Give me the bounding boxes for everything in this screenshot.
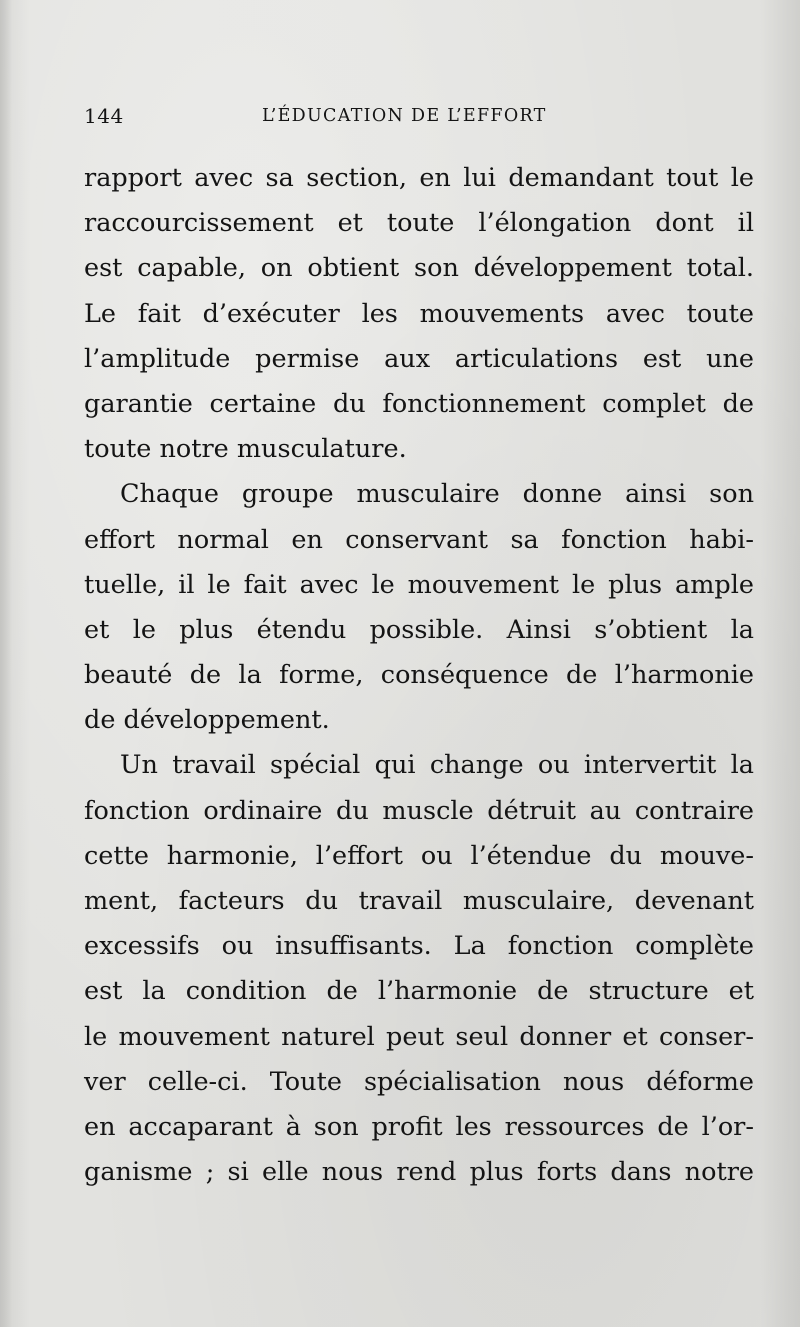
page-number: 144 [84, 104, 124, 128]
text-line: rapport avec sa section, en lui demandant tout le [84, 163, 754, 193]
text-line: cette harmonie, l’effort ou l’étendue du mouve- [84, 840, 754, 871]
text-line: beauté de la forme, conséquence de l’harmonie [84, 660, 754, 691]
body-text [84, 156, 754, 1195]
text-line: raccourcissement et toute l’élongation dont il [84, 208, 754, 239]
text-line: garantie certaine du fonctionnement complet de [84, 388, 754, 419]
page-gutter-shadow [0, 0, 12, 1327]
text-line: Le fait d’exécuter les mouvements avec toute [84, 298, 754, 329]
text-line: ment, facteurs du travail musculaire, devenant [84, 886, 754, 916]
paragraph-1 [84, 156, 754, 472]
running-header [84, 104, 754, 134]
text-line: est la condition de l’harmonie de structure et [84, 976, 754, 1007]
running-title: L’ÉDUCATION DE L’EFFORT [262, 106, 547, 126]
text-line: le mouvement naturel peut seul donner et conser- [84, 1021, 754, 1052]
text-line: en accaparant à son profit les ressources de l’or- [84, 1111, 754, 1142]
text-line: fonction ordinaire du muscle détruit au contraire [84, 795, 754, 826]
text-line: ganisme ; si elle nous rend plus forts dans notre [84, 1157, 754, 1188]
text-line: l’amplitude permise aux articulations est une [84, 343, 754, 374]
text-line: toute notre musculature. [84, 434, 407, 465]
text-line: excessifs ou insuffisants. La fonction complète [84, 931, 754, 962]
text-line: et le plus étendu possible. Ainsi s’obtient la [84, 614, 754, 645]
paragraph-2 [84, 472, 754, 743]
text-line: est capable, on obtient son développement total. [84, 253, 754, 284]
text-line: tuelle, il le fait avec le mouvement le plus ample [84, 569, 754, 600]
paragraph-3 [84, 743, 754, 1195]
text-line: ver celle-ci. Toute spécialisation nous déforme [84, 1066, 754, 1097]
text-line: Chaque groupe musculaire donne ainsi son [120, 479, 754, 510]
text-line: de développement. [84, 705, 330, 736]
text-line: Un travail spécial qui change ou intervertit la [120, 750, 754, 781]
text-line: effort normal en conservant sa fonction habi- [84, 524, 754, 555]
